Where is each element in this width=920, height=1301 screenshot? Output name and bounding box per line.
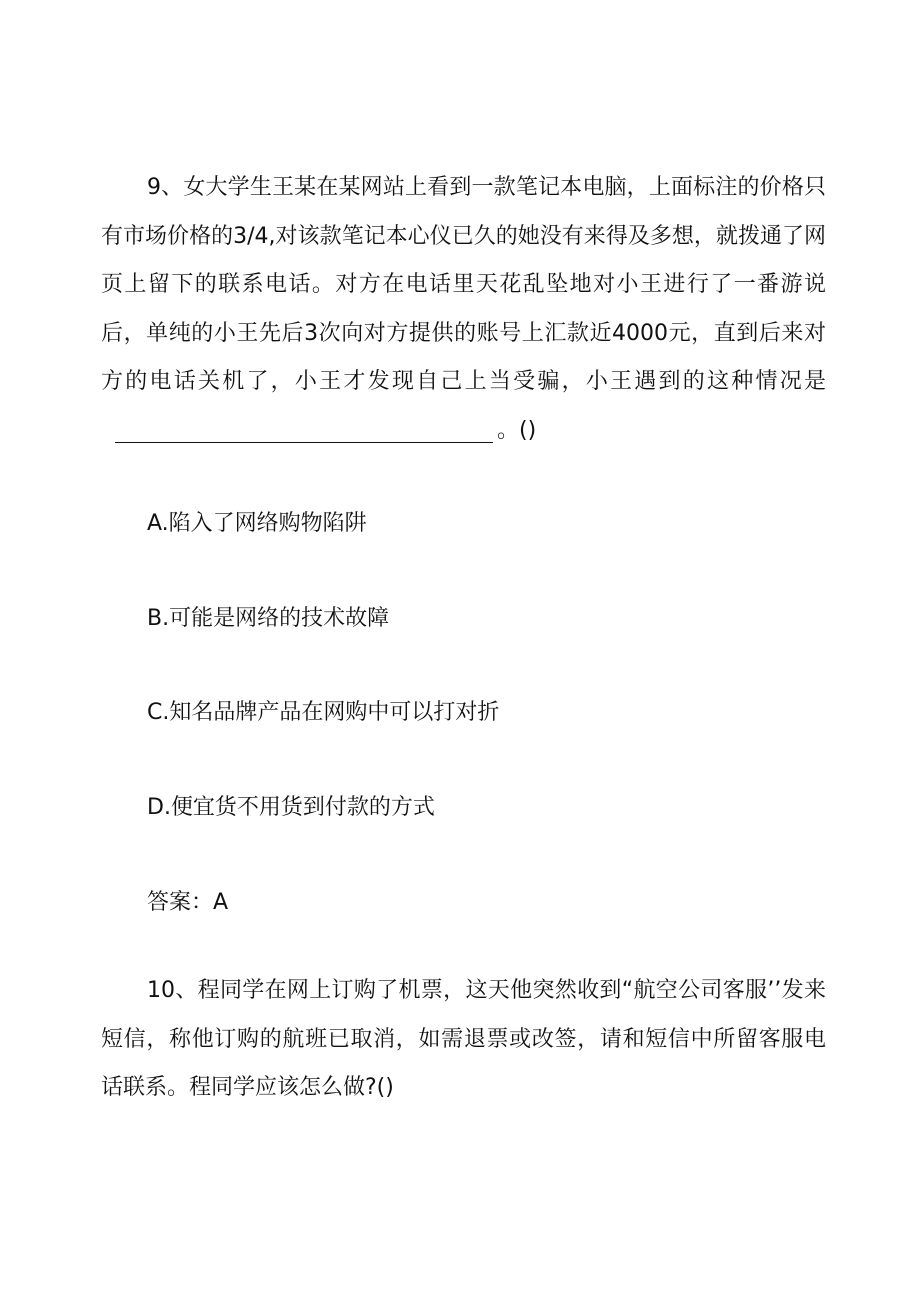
question-9-answer: 答案：A [147,890,229,915]
option-b: B.可能是网络的技术故障 [147,606,390,631]
question-9-text-end: 。() [497,417,537,443]
option-a: A.陷入了网络购物陷阱 [147,511,367,536]
option-d: D.便宜货不用货到付款的方式 [147,795,435,820]
option-c: C.知名品牌产品在网购中可以打对折 [147,700,500,725]
answer-blank [115,412,493,443]
question-9-stem [101,164,826,455]
question-10-stem [101,967,826,1113]
question-9-text: 9、女大学生王某在某网站上看到一款笔记本电脑，上面标注的价格只有市场价格的3/4,对该款笔记本心仪已久的她没有来得及多想，就拨通了网页上留下的联系电话。对方在电话里天花乱坠地对小王进行了一番游说后，单纯的小王先后3次向对方提供的账号上汇款近4000元，直到后来对方的电话关机了，小王才发现自己上当受骗，小王遇到的这种情况是 [101,175,826,394]
question-10-text: 10、程同学在网上订购了机票，这天他突然收到“航空公司客服’’发来短信，称他订购的航班已取消，如需退票或改签，请和短信中所留客服电话联系。程同学应该怎么做?() [101,978,826,1100]
